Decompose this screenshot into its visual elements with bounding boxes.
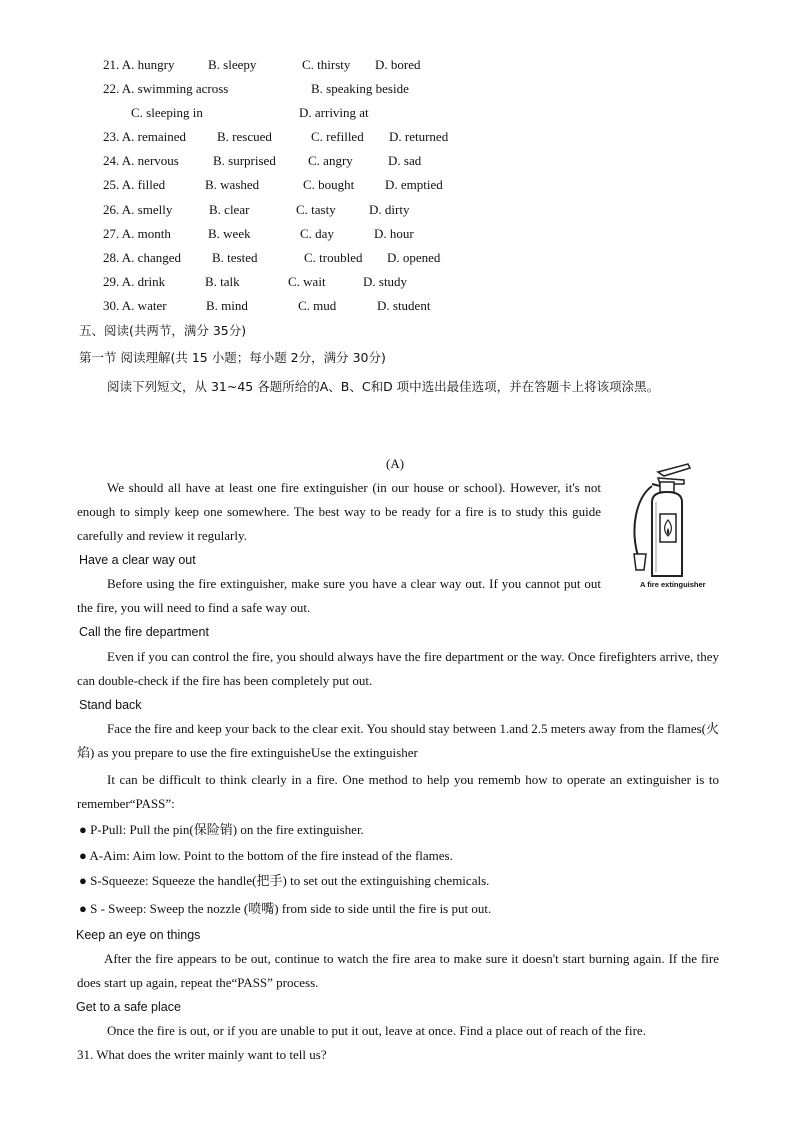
option-30-d: D. student: [377, 298, 431, 313]
heading-keep-an-eye: Keep an eye on things: [76, 928, 201, 942]
option-24-d: D. sad: [388, 153, 422, 168]
option-30-c: C. mud: [298, 298, 337, 313]
option-29-b: B. talk: [205, 274, 240, 289]
option-28-d: D. opened: [387, 250, 441, 265]
option-26: 26. A. smelly: [103, 202, 173, 217]
question-31: 31. What does the writer mainly want to tell us?: [77, 1047, 327, 1062]
option-25: 25. A. filled: [103, 177, 166, 192]
option-30-b: B. mind: [206, 298, 248, 313]
option-27-b: B. week: [208, 226, 251, 241]
paragraph-keep-an-eye: After the fire appears to be out, continue to watch the fire area to make sure it doesn't start burning again. If the fire does start up again, repeat the“PASS” process.: [77, 951, 719, 990]
option-22-c: C. sleeping in: [131, 105, 203, 120]
option-26-d: D. dirty: [369, 202, 410, 217]
option-28-b: B. tested: [212, 250, 258, 265]
paragraph-safe-place: Once the fire is out, or if you are unable to put it out, leave at once. Find a place out of reach of the fire.: [107, 1023, 646, 1038]
option-23-c: C. refilled: [311, 129, 364, 144]
bullet-sweep: ● S - Sweep: Sweep the nozzle (喷嘴) from side to side until the fire is put out.: [79, 901, 492, 916]
option-21-d: D. bored: [375, 57, 421, 72]
bullet-squeeze: ● S-Squeeze: Squeeze the handle(把手) to set out the extinguishing chemicals.: [79, 873, 490, 888]
section-title: 五、阅读(共两节，满分 35分): [79, 323, 247, 338]
option-21: 21. A. hungry: [103, 57, 175, 72]
option-29: 29. A. drink: [103, 274, 166, 289]
option-21-b: B. sleepy: [208, 57, 257, 72]
option-23: 23. A. remained: [103, 129, 187, 144]
option-26-b: B. clear: [209, 202, 250, 217]
option-30: 30. A. water: [103, 298, 167, 313]
option-24: 24. A. nervous: [103, 153, 179, 168]
paragraph-clear-way-out: Before using the fire extinguisher, make sure you have a clear way out. If you cannot put out the fire, you will need to find a safe way out.: [77, 576, 601, 615]
option-25-c: C. bought: [303, 177, 355, 192]
option-26-c: C. tasty: [296, 202, 336, 217]
fire-extinguisher-image: [622, 458, 714, 592]
option-21-c: C. thirsty: [302, 57, 351, 72]
option-25-d: D. emptied: [385, 177, 443, 192]
heading-clear-way-out: Have a clear way out: [79, 553, 196, 567]
option-27-d: D. hour: [374, 226, 414, 241]
option-28-c: C. troubled: [304, 250, 363, 265]
image-caption: A fire extinguisher: [640, 580, 706, 589]
heading-safe-place: Get to a safe place: [76, 1000, 181, 1014]
option-24-b: B. surprised: [213, 153, 276, 168]
option-22-b: B. speaking beside: [311, 81, 409, 96]
option-29-c: C. wait: [288, 274, 326, 289]
option-23-b: B. rescued: [217, 129, 272, 144]
option-29-d: D. study: [363, 274, 408, 289]
heading-stand-back: Stand back: [79, 698, 142, 712]
subsection-title: 第一节 阅读理解(共 15 小题；每小题 2分，满分 30分): [79, 350, 386, 365]
option-23-d: D. returned: [389, 129, 449, 144]
option-27: 27. A. month: [103, 226, 171, 241]
passage-label: (A): [386, 456, 405, 471]
option-28: 28. A. changed: [103, 250, 181, 265]
option-27-c: C. day: [300, 226, 334, 241]
option-22-d: D. arriving at: [299, 105, 369, 120]
option-22: 22. A. swimming across: [103, 81, 229, 96]
bullet-aim: ● A-Aim: Aim low. Point to the bottom of the fire instead of the flames.: [79, 848, 453, 863]
paragraph-pass-method: It can be difficult to think clearly in a fire. One method to help you rememb how to operate an extinguisher is to remember“PASS”:: [77, 772, 719, 811]
option-24-c: C. angry: [308, 153, 353, 168]
heading-call-fire-department: Call the fire department: [79, 625, 209, 639]
passage-intro: We should all have at least one fire extinguisher (in our house or school). However, it's not enough to simply keep one somewhere. The best way to be ready for a fire is to study this guide carefully and review it regularly.: [77, 480, 601, 543]
bullet-pull: ● P-Pull: Pull the pin(保险销) on the fire extinguisher.: [79, 822, 364, 837]
instructions: 阅读下列短文，从 31~45 各题所给的A、B、C和D 项中选出最佳选项，并在答题卡上将该项涂黑。: [107, 379, 660, 394]
paragraph-stand-back: Face the fire and keep your back to the clear exit. You should stay between 1.and 2.5 meters away from the flames(火焰) as you prepare to use the fire extinguisheUse the extinguisher: [77, 721, 719, 760]
option-25-b: B. washed: [205, 177, 260, 192]
paragraph-call-fire-department: Even if you can control the fire, you should always have the fire department or the way. Once firefighters arrive, they can double-check if the fire has been completely put out.: [77, 649, 719, 688]
